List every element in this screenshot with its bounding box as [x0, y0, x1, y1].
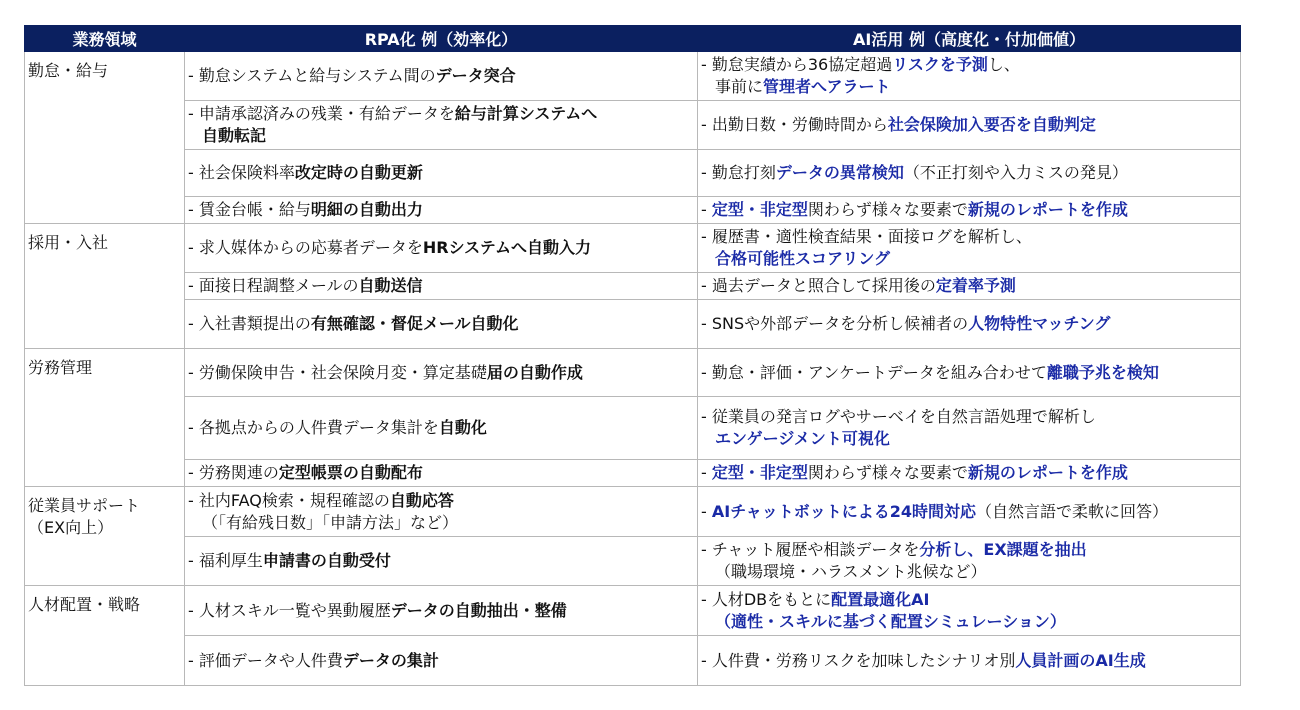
area-cell [25, 224, 185, 349]
rpa-cell [185, 150, 698, 197]
ai-highlight-text: 社会保険加入要否を自動判定 [887, 115, 1096, 134]
rpa-text: - 労務関連の [188, 463, 279, 482]
area-label: 労務管理 [28, 358, 93, 377]
ai-line [701, 650, 1236, 672]
ai-text: - 勤怠打刻 [701, 163, 776, 182]
rpa-cell [185, 224, 698, 273]
ai-cell [698, 150, 1241, 197]
rpa-highlight-text: 定型帳票の自動配布 [278, 463, 423, 482]
rpa-line [188, 125, 693, 147]
rpa-line [188, 275, 693, 297]
table-row [25, 487, 1241, 537]
ai-highlight-text: 配置最適化AI [831, 589, 930, 609]
ai-line [701, 589, 1236, 611]
ai-highlight-text: 離職予兆を検知 [1046, 362, 1159, 382]
area-label: 採用・入社 [28, 233, 109, 252]
rpa-highlight-text: 有無確認・督促メール自動化 [310, 314, 519, 333]
ai-highlight-text: 分析し、EX課題を抽出 [919, 540, 1087, 559]
rpa-line [188, 362, 693, 384]
rpa-text: - 賃金台帳・給与 [188, 200, 311, 219]
ai-highlight-text: 新規のレポートを作成 [967, 463, 1128, 482]
ai-line [701, 226, 1236, 248]
ai-line [701, 462, 1236, 484]
ai-line [701, 313, 1236, 335]
rpa-highlight-text: 自動転記 [202, 126, 267, 145]
rpa-text: - 各拠点からの人件費データ集計を [188, 418, 439, 437]
rpa-highlight-text: データの自動抽出・整備 [390, 600, 567, 620]
table-row [25, 636, 1241, 686]
table-row [25, 150, 1241, 197]
rpa-line [188, 417, 693, 439]
ai-text: - 勤怠実績から36協定超過 [701, 55, 893, 74]
rpa-highlight-text: 給与計算システムへ [454, 104, 598, 123]
ai-highlight-text: エンゲージメント可視化 [715, 429, 890, 448]
rpa-line [188, 313, 693, 335]
rpa-cell [185, 460, 698, 487]
table-row [25, 586, 1241, 636]
rpa-line [188, 65, 693, 87]
ai-line [701, 275, 1236, 297]
ai-cell [698, 101, 1241, 150]
ai-line [701, 501, 1236, 523]
ai-cell [698, 460, 1241, 487]
ai-line [701, 406, 1236, 428]
ai-highlight-text: 人物特性マッチング [968, 314, 1111, 333]
rpa-highlight-text: データ突合 [435, 66, 516, 85]
header-rpa: RPA化 例（効率化） [185, 26, 698, 52]
ai-text: （職場環境・ハラスメント兆候など） [715, 562, 987, 581]
ai-text: し、 [987, 55, 1020, 74]
rpa-text: - 申請承認済みの残業・有給データを [188, 104, 455, 123]
hr-automation-table [24, 25, 1241, 686]
ai-line [701, 561, 1236, 583]
ai-text: - [701, 463, 712, 482]
rpa-cell [185, 52, 698, 101]
ai-highlight-text: 定着率予測 [935, 276, 1016, 295]
ai-cell [698, 273, 1241, 300]
rpa-cell [185, 300, 698, 349]
rpa-line [188, 237, 693, 259]
rpa-highlight-text: 自動化 [438, 418, 487, 437]
ai-highlight-text: データの異常検知 [775, 163, 904, 182]
ai-highlight-text: 管理者へアラート [763, 77, 891, 96]
area-cell [25, 487, 185, 586]
ai-line [701, 362, 1236, 384]
ai-highlight-text: 定型・非定型 [711, 463, 808, 482]
ai-text: - 過去データと照合して採用後の [701, 276, 936, 295]
rpa-text: - 求人媒体からの応募者データを [188, 238, 423, 257]
rpa-text: - 福利厚生 [188, 551, 263, 570]
rpa-highlight-text: 明細の自動出力 [310, 200, 423, 219]
rpa-highlight-text: 申請書の自動受付 [262, 551, 391, 570]
rpa-text: - 面接日程調整メールの [188, 276, 359, 295]
ai-line [701, 114, 1236, 136]
rpa-highlight-text: 届の自動作成 [486, 362, 583, 382]
ai-cell [698, 197, 1241, 224]
header-row [25, 26, 1241, 52]
rpa-highlight-text: 自動送信 [358, 276, 423, 295]
rpa-highlight-text: 自動応答 [389, 490, 454, 510]
rpa-cell [185, 349, 698, 397]
table-row [25, 460, 1241, 487]
ai-line [701, 76, 1236, 98]
rpa-line [188, 462, 693, 484]
ai-cell [698, 300, 1241, 349]
ai-cell [698, 224, 1241, 273]
rpa-highlight-text: データの集計 [342, 650, 439, 670]
rpa-cell [185, 537, 698, 586]
rpa-cell [185, 586, 698, 636]
table-row [25, 101, 1241, 150]
area-label: 従業員サポート [28, 496, 141, 515]
ai-highlight-text: 合格可能性スコアリング [715, 249, 891, 268]
rpa-cell [185, 636, 698, 686]
table-row [25, 397, 1241, 460]
ai-text: （自然言語で柔軟に回答） [975, 501, 1168, 521]
table-row [25, 197, 1241, 224]
ai-text: （不正打刻や入力ミスの発見） [903, 163, 1128, 182]
area-label: 勤怠・給与 [28, 61, 109, 80]
ai-text: 関わらず様々な要素で [807, 463, 968, 482]
table-row [25, 537, 1241, 586]
ai-cell [698, 52, 1241, 101]
ai-line [701, 54, 1236, 76]
rpa-cell [185, 487, 698, 537]
ai-cell [698, 537, 1241, 586]
rpa-highlight-text: 改定時の自動更新 [294, 163, 423, 182]
ai-highlight-text: AIチャットボットによる24時間対応 [711, 501, 976, 521]
ai-text: - 出勤日数・労働時間から [701, 115, 888, 134]
table-row [25, 224, 1241, 273]
header-area: 業務領域 [25, 26, 185, 52]
ai-cell [698, 487, 1241, 537]
ai-highlight-text: （適性・スキルに基づく配置シミュレーション） [715, 611, 1066, 631]
rpa-text: - 社会保険料率 [188, 163, 295, 182]
ai-highlight-text: リスクを予測 [892, 55, 988, 74]
ai-text: - 従業員の発言ログやサーベイを自然言語処理で解析し [701, 407, 1096, 426]
rpa-highlight-text: HRシステムへ自動入力 [422, 238, 591, 257]
area-cell [25, 349, 185, 487]
ai-text: - 履歴書・適性検査結果・面接ログを解析し、 [701, 227, 1032, 246]
rpa-cell [185, 273, 698, 300]
ai-highlight-text: 新規のレポートを作成 [967, 200, 1128, 219]
rpa-text: - 労働保険申告・社会保険月変・算定基礎 [188, 362, 487, 382]
ai-text: - 勤怠・評価・アンケートデータを組み合わせて [701, 362, 1047, 382]
rpa-text: （「有給残日数」「申請方法」など） [202, 512, 459, 532]
rpa-text: - 社内FAQ検索・規程確認の [188, 490, 390, 510]
rpa-cell [185, 197, 698, 224]
rpa-line [188, 650, 693, 672]
area-cell [25, 586, 185, 686]
rpa-cell [185, 101, 698, 150]
ai-line [701, 539, 1236, 561]
area-label: 人材配置・戦略 [28, 595, 141, 614]
ai-highlight-text: 定型・非定型 [711, 200, 808, 219]
table-row [25, 52, 1241, 101]
ai-text: - [701, 501, 712, 521]
table-row [25, 300, 1241, 349]
rpa-line [188, 512, 693, 534]
ai-line [701, 611, 1236, 633]
ai-text: 関わらず様々な要素で [807, 200, 968, 219]
rpa-line [188, 600, 693, 622]
rpa-text: - 入社書類提出の [188, 314, 311, 333]
ai-line [701, 162, 1236, 184]
area-cell [25, 52, 185, 224]
ai-text: - チャット履歴や相談データを [701, 540, 920, 559]
ai-text: - 人材DBをもとに [701, 589, 832, 609]
table-row [25, 273, 1241, 300]
rpa-text: - 人材スキル一覧や異動履歴 [188, 600, 391, 620]
rpa-line [188, 550, 693, 572]
rpa-cell [185, 397, 698, 460]
ai-cell [698, 397, 1241, 460]
ai-highlight-text: 人員計画のAI生成 [1015, 650, 1146, 670]
ai-text: - SNSや外部データを分析し候補者の [701, 314, 969, 333]
ai-cell [698, 636, 1241, 686]
area-label: （EX向上） [28, 518, 114, 537]
table-row [25, 349, 1241, 397]
ai-line [701, 248, 1236, 270]
ai-line [701, 428, 1236, 450]
ai-text: - 人件費・労務リスクを加味したシナリオ別 [701, 650, 1016, 670]
rpa-line [188, 162, 693, 184]
rpa-line [188, 490, 693, 512]
rpa-text: - 勤怠システムと給与システム間の [188, 66, 436, 85]
rpa-line [188, 103, 693, 125]
rpa-text: - 評価データや人件費 [188, 650, 343, 670]
ai-text: - [701, 200, 712, 219]
ai-cell [698, 349, 1241, 397]
header-ai: AI活用 例（高度化・付加価値） [698, 26, 1241, 52]
rpa-line [188, 199, 693, 221]
ai-text: 事前に [715, 77, 764, 96]
ai-line [701, 199, 1236, 221]
ai-cell [698, 586, 1241, 636]
